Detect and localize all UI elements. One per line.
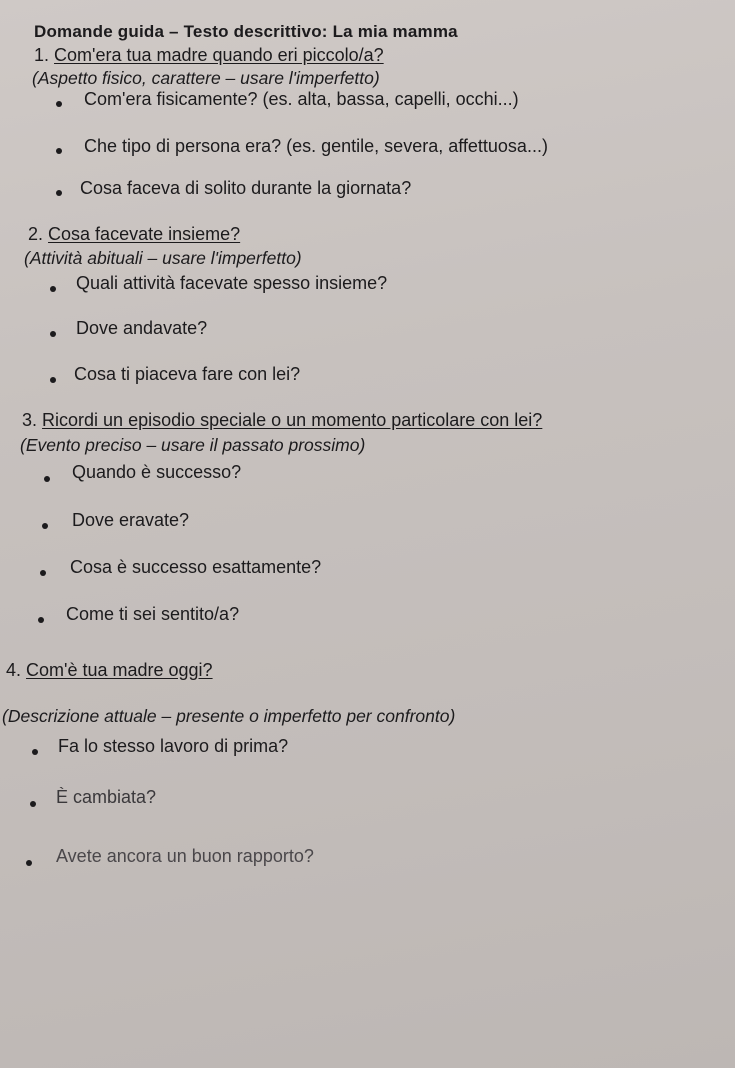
question-3-number: 3. <box>22 410 38 430</box>
list-item: Dove andavate? <box>76 318 208 338</box>
list-item: Quali attività facevate spesso insieme? <box>76 273 388 293</box>
question-3-note: (Evento preciso – usare il passato prossimo) <box>20 435 366 455</box>
list-item: Cosa è successo esattamente? <box>70 557 322 577</box>
bullet <box>40 570 46 576</box>
question-1-note: (Aspetto fisico, carattere – usare l'imperfetto) <box>32 68 380 88</box>
list-item: Quando è successo? <box>72 462 242 482</box>
list-item: Com'era fisicamente? (es. alta, bassa, capelli, occhi...) <box>84 89 519 109</box>
question-2-number: 2. <box>28 224 44 244</box>
bullet <box>50 377 56 383</box>
question-4 <box>6 660 213 681</box>
list-item: Che tipo di persona era? (es. gentile, severa, affettuosa...) <box>84 136 548 156</box>
question-2-text: Cosa facevate insieme? <box>48 224 241 244</box>
bullet <box>44 476 50 482</box>
question-2 <box>28 224 240 245</box>
question-4-text: Com'è tua madre oggi? <box>26 660 213 680</box>
question-1-number: 1. <box>34 45 50 65</box>
question-4-number: 4. <box>6 660 22 680</box>
list-item: Come ti sei sentito/a? <box>66 604 240 624</box>
bullet <box>56 101 62 107</box>
list-item: Cosa faceva di solito durante la giornata? <box>80 178 412 198</box>
bullet <box>56 190 62 196</box>
question-3 <box>22 410 542 431</box>
question-4-note: (Descrizione attuale – presente o imperfetto per confronto) <box>2 706 456 726</box>
bullet <box>38 617 44 623</box>
bullet <box>42 523 48 529</box>
question-1 <box>34 45 384 66</box>
question-3-text: Ricordi un episodio speciale o un momento particolare con lei? <box>42 410 543 430</box>
list-item: È cambiata? <box>56 787 157 807</box>
bullet <box>26 860 32 866</box>
question-1-text: Com'era tua madre quando eri piccolo/a? <box>54 45 384 65</box>
list-item: Cosa ti piaceva fare con lei? <box>74 364 301 384</box>
list-item: Avete ancora un buon rapporto? <box>56 846 314 866</box>
bullet <box>56 148 62 154</box>
page-title: Domande guida – Testo descrittivo: La mia mamma <box>34 22 458 41</box>
list-item: Dove eravate? <box>72 510 190 530</box>
question-2-note: (Attività abituali – usare l'imperfetto) <box>24 248 302 268</box>
bullet <box>50 331 56 337</box>
bullet <box>30 801 36 807</box>
bullet <box>50 286 56 292</box>
bullet <box>32 749 38 755</box>
list-item: Fa lo stesso lavoro di prima? <box>58 736 289 756</box>
